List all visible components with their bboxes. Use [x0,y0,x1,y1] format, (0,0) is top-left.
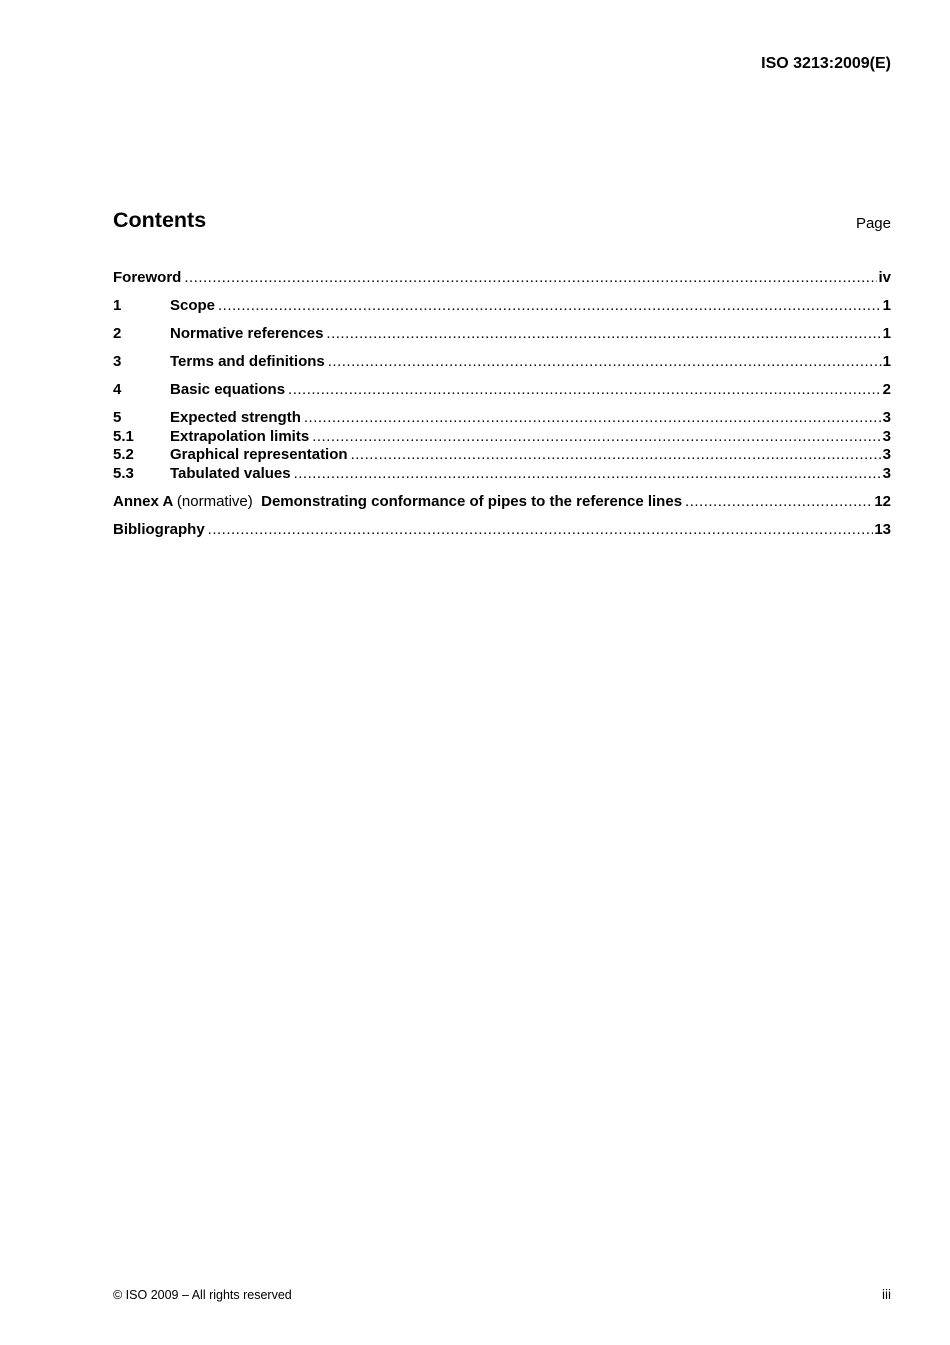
toc-entry-page: 2 [882,381,891,398]
toc-entry-page: 1 [882,353,891,370]
toc-entry-terms-and-definitions[interactable] [113,353,891,372]
toc-entry-number: 5.3 [113,464,134,482]
toc-leader-dots [294,465,882,484]
toc-leader-dots [685,493,873,512]
toc-entry-tabulated-values[interactable] [113,465,891,484]
toc-entry-number: 5.1 [113,427,134,445]
toc-leader-dots [218,297,882,316]
toc-entry-foreword[interactable] [113,269,891,288]
toc-entry-number: 3 [113,353,122,370]
toc-entry-title: Normative references [170,325,324,342]
toc-entry-title: Extrapolation limits [170,427,310,445]
annex-title: Demonstrating conformance of pipes to the reference lines [261,492,683,510]
toc-entry-page: 3 [882,464,891,482]
toc-entry-expected-strength[interactable] [113,409,891,428]
toc-leader-dots [288,381,882,400]
toc-entry-title [113,493,685,512]
toc-entry-title: Bibliography [113,520,205,538]
contents-heading: Contents [113,208,207,232]
toc-entry-normative-references[interactable] [113,325,891,344]
toc-entry-extrapolation-limits[interactable] [113,428,891,447]
page-number: iii [882,1287,891,1302]
toc-entry-basic-equations[interactable] [113,381,891,400]
toc-leader-dots [326,325,881,344]
toc-leader-dots [351,446,882,465]
toc-entry-title: Basic equations [170,381,286,398]
annex-label: Annex A [113,492,173,510]
toc-entry-number: 4 [113,381,122,398]
toc-entry-page: 13 [874,520,891,538]
toc-entry-title: Scope [170,297,216,314]
document-id: ISO 3213:2009(E) [761,55,891,72]
toc-entry-title: Terms and definitions [170,353,325,370]
toc-entry-number: 1 [113,297,122,314]
toc-entry-number: 2 [113,325,122,342]
toc-entry-title: Tabulated values [170,464,291,482]
annex-type-note: (normative) [176,492,253,510]
toc-entry-title: Foreword [113,269,182,286]
toc-entry-page: 1 [882,297,891,314]
toc-entry-page: 3 [882,427,891,445]
toc-entry-number: 5.2 [113,446,134,463]
copyright-notice: © ISO 2009 – All rights reserved [113,1288,292,1302]
toc-leader-dots [208,521,874,540]
toc-entry-annex-a[interactable] [113,493,891,512]
table-of-contents [113,269,891,539]
toc-entry-title: Expected strength [170,409,301,426]
toc-entry-page: 1 [882,325,891,342]
toc-entry-scope[interactable] [113,297,891,316]
toc-entry-page: 12 [874,492,891,510]
toc-entry-page: 3 [882,409,891,426]
page-column-heading: Page [855,215,891,232]
toc-entry-title: Graphical representation [170,446,348,463]
toc-entry-bibliography[interactable] [113,521,891,540]
toc-leader-dots [312,428,881,447]
toc-leader-dots [304,409,882,428]
toc-entry-graphical-representation[interactable] [113,446,891,465]
toc-leader-dots [328,353,882,372]
toc-entry-page: iv [878,269,891,286]
toc-entry-page: 3 [882,446,891,463]
toc-leader-dots [184,269,877,288]
toc-entry-number: 5 [113,409,122,426]
